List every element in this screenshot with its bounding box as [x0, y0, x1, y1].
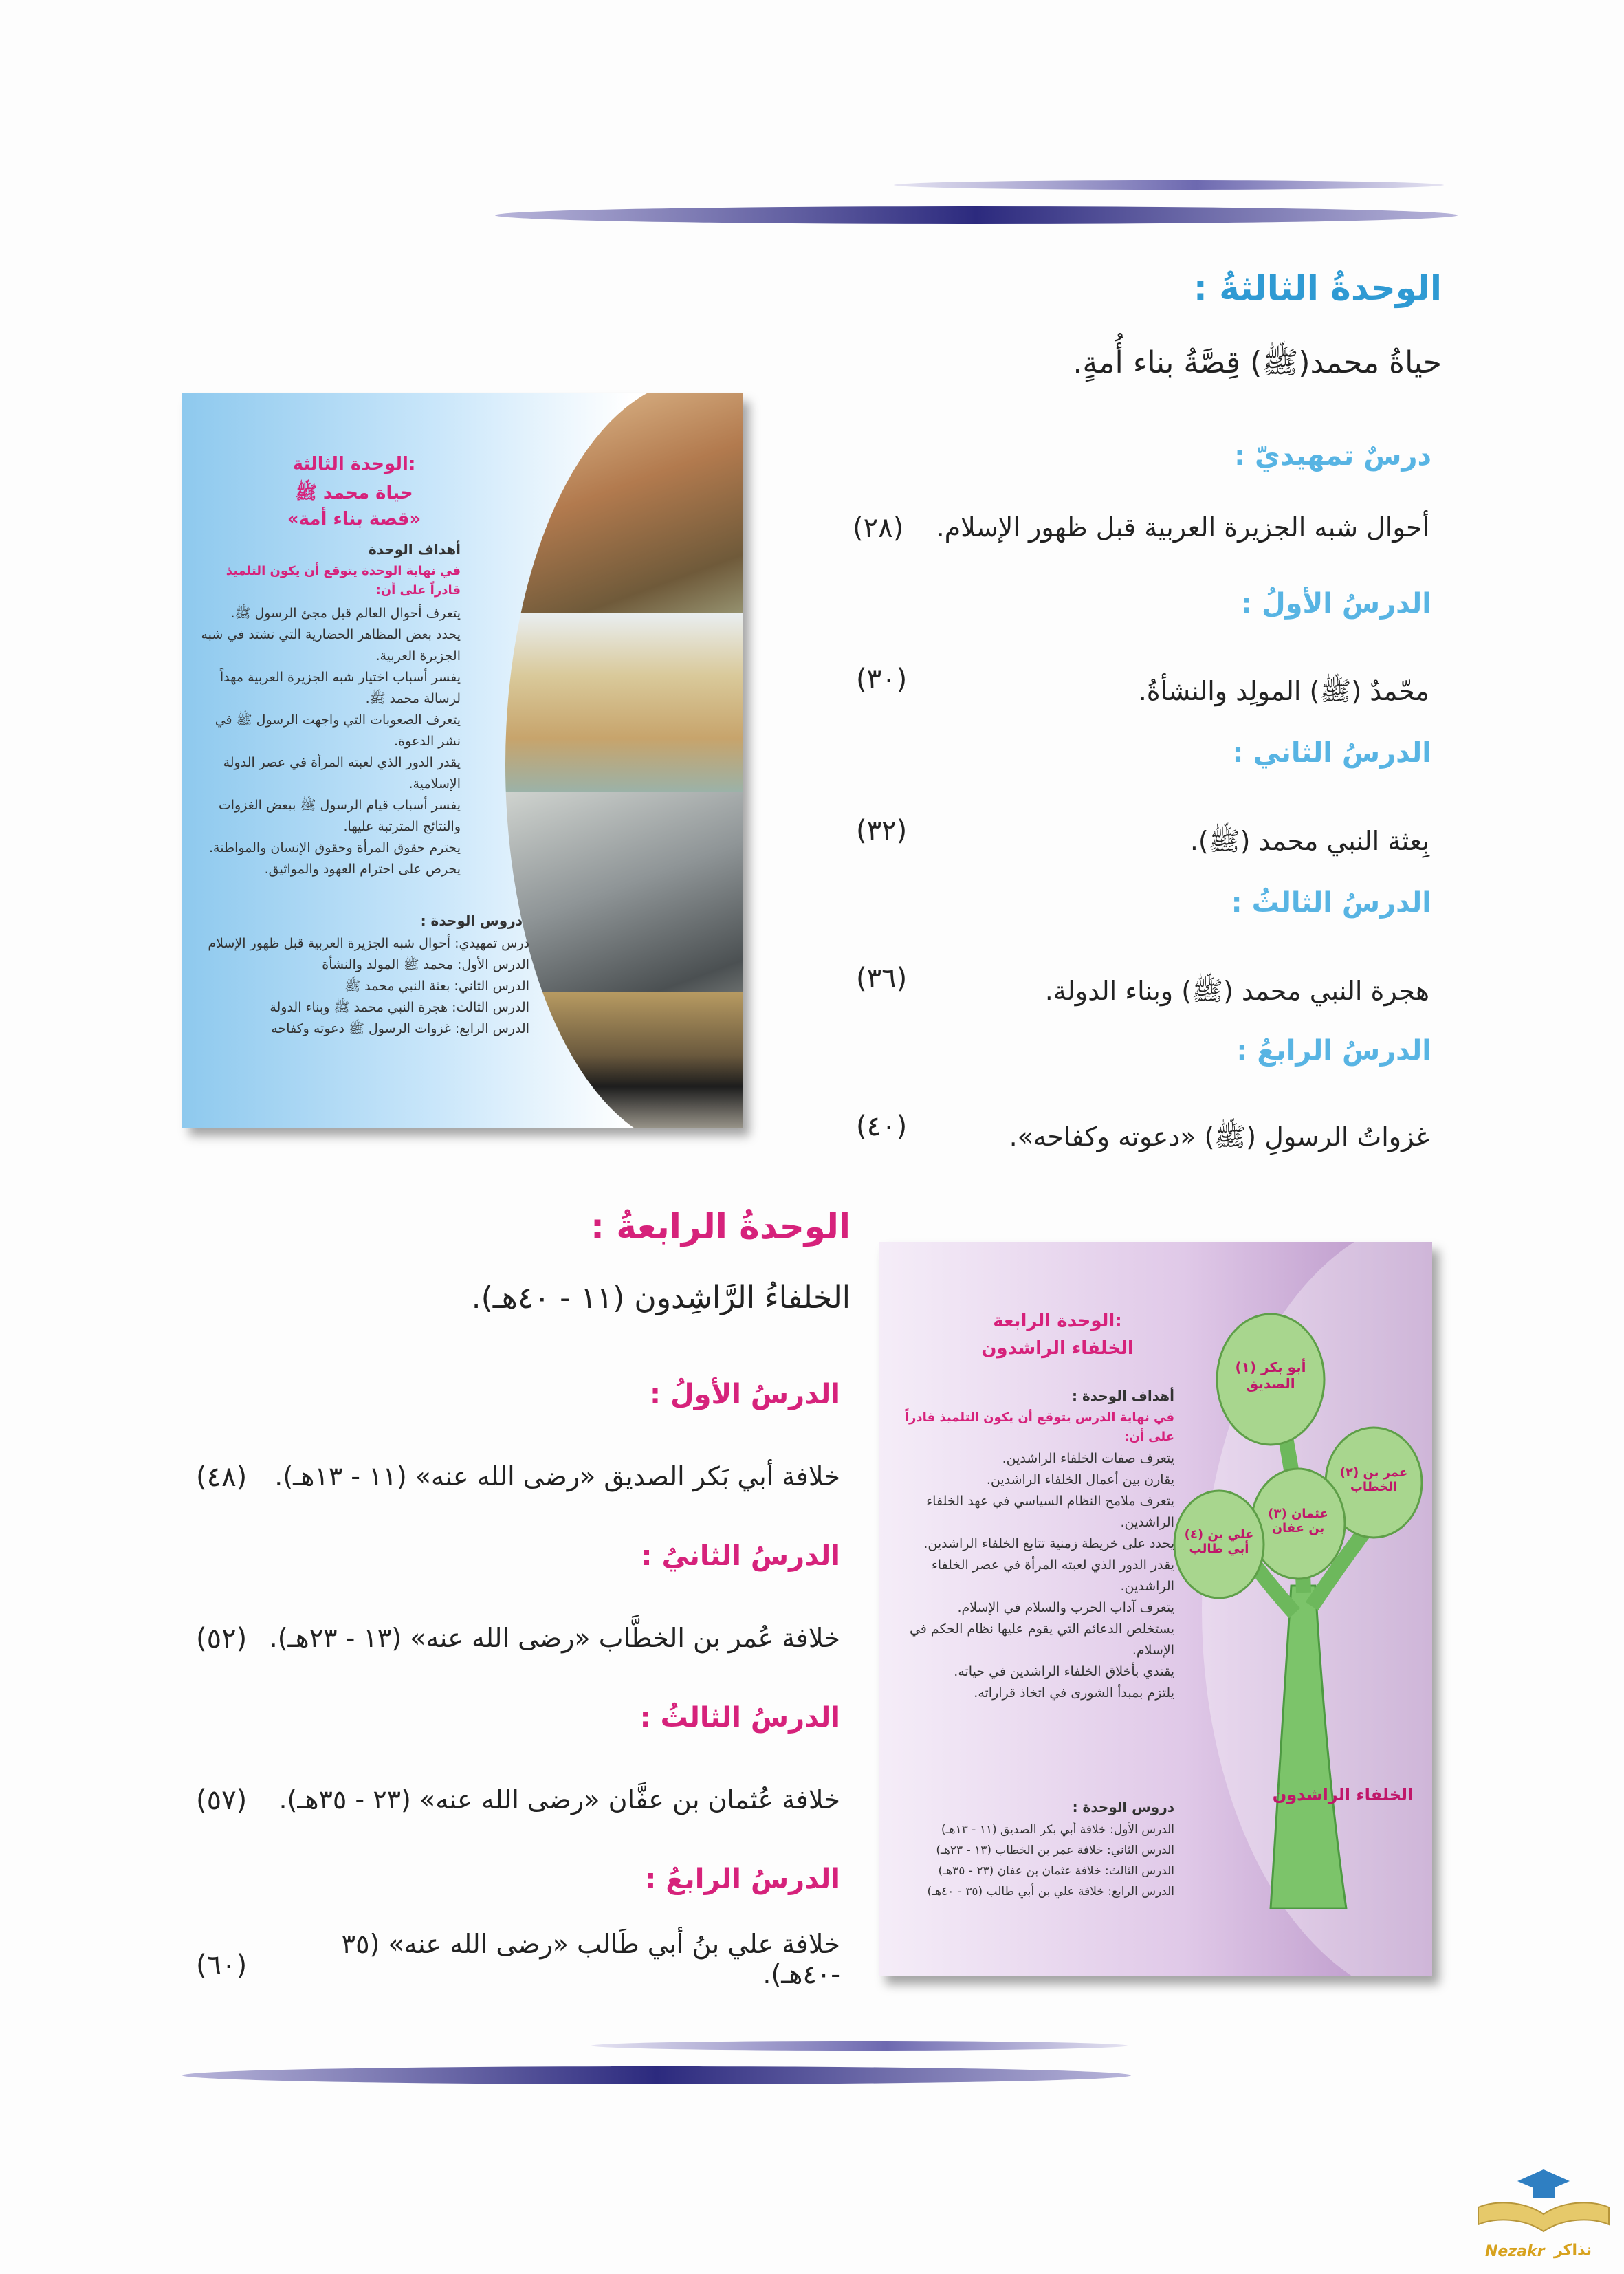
- cover2-objective: يقتدي بأخلاق الخلفاء الراشدين في حياته.: [954, 1664, 1174, 1679]
- unit4-lesson0-text: خلافة أبي بَكر الصديق «رضى الله عنه» (١١ - ١٣هـ).: [274, 1461, 840, 1491]
- cover2-title: الخلفاء الراشدون: [981, 1338, 1134, 1359]
- decorative-swoosh-top: [495, 206, 1458, 224]
- unit4-subtitle: الخلفاءُ الرَّاشِدون (١١ - ٤٠هـ).: [471, 1280, 851, 1315]
- cover2-lesson: الدرس الثالث: خلافة عثمان بن عفان (٢٣ - ٣٥هـ): [938, 1864, 1174, 1878]
- cover1-lessons-heading: دروس الوحدة :: [420, 912, 523, 929]
- cover1-objective: يفسر أسباب اختيار شبه الجزيرة العربية مهداً لرسالة محمد ﷺ.: [219, 670, 461, 706]
- cover1-objective: يحدد بعض المظاهر الحضارية التي تشتد في شبه الجزيرة العربية.: [201, 627, 461, 664]
- unit3-lesson2-heading: الدرسُ الثاني :: [1232, 737, 1431, 769]
- unit3-cover-image: [182, 393, 743, 1128]
- unit3-lesson0-page: (٢٨): [853, 512, 904, 544]
- unit4-lesson1-page: (٥٢): [196, 1623, 248, 1654]
- cover2-trunk-label: الخلفاء الراشدون: [1272, 1785, 1414, 1804]
- unit3-lesson2-page: (٣٢): [856, 815, 908, 846]
- unit3-lesson1-heading: الدرسُ الأولُ :: [1241, 588, 1431, 620]
- cover2-lessons-list: [879, 1819, 1174, 1902]
- unit3-lesson0-heading: درسٌ تمهيديّ :: [1234, 440, 1431, 472]
- cover2-unit-label: الوحدة الرابعة:: [993, 1311, 1122, 1331]
- decorative-swoosh-top-thin: [894, 180, 1444, 190]
- cover1-lesson: الدرس الثالث: هجرة النبي محمد ﷺ وبناء الدولة: [270, 1000, 529, 1015]
- cover1-battle-scene: [505, 393, 743, 613]
- unit3-subtitle: حياةُ محمد(ﷺ) قِصَّةُ بناء أُمةٍ.: [1073, 345, 1442, 380]
- cover2-objective: يحدد على خريطة زمنية تتابع الخلفاء الراشدين.: [923, 1536, 1174, 1551]
- unit4-lesson1-heading: الدرسُ الثانيُ :: [641, 1540, 840, 1572]
- unit4-cover-image: [879, 1242, 1432, 1976]
- cover2-objectives-heading: أهداف الوحدة :: [1072, 1388, 1174, 1404]
- cover1-title: حياة محمد ﷺ: [295, 483, 413, 503]
- cover1-objective: يتعرف الصعوبات التي واجهت الرسول ﷺ في نشر الدعوة.: [215, 712, 461, 749]
- unit4-lesson2-heading: الدرسُ الثالثُ :: [639, 1702, 840, 1734]
- unit4-lesson2-page: (٥٧): [196, 1784, 248, 1816]
- unit3-lesson4-page: (٤٠): [856, 1111, 908, 1142]
- cover2-lesson: الدرس الثاني: خلافة عمر بن الخطاب (١٣ - ٢٣هـ): [936, 1844, 1174, 1857]
- cover1-lesson: الدرس الأول: محمد ﷺ المولد والنشأة: [322, 957, 529, 972]
- cover2-objective: يتعرف آداب الحرب والسلام في الإسلام.: [957, 1600, 1174, 1615]
- cover1-objectives-list: [199, 603, 461, 880]
- cover2-objective: يتعرف ملامح النظام السياسي في عهد الخلفاء الراشدين.: [926, 1494, 1174, 1530]
- unit4-lesson3-text: خلافة علي بنُ أبي طَالب «رضى الله عنه» (٣٥ -٤٠هـ).: [341, 1929, 840, 1989]
- cover1-unit-label: الوحدة الثالثة:: [292, 454, 416, 474]
- cover1-objective: يحترم حقوق المرأة وحقوق الإنسان والمواطنة.: [208, 840, 461, 855]
- unit3-lesson1-text: محّمدٌ (ﷺ) المولِد والنشأةُ.: [1138, 676, 1429, 706]
- cover1-objective: يتعرف أحوال العالم قبل مجئ الرسول ﷺ.: [230, 606, 461, 621]
- decorative-swoosh-bottom-thin: [591, 2041, 1128, 2051]
- cover2-leaf-ali-label: (٤) علي بن أبي طالب: [1184, 1527, 1254, 1556]
- cover2-objective: يقارن بين أعمال الخلفاء الراشدين.: [986, 1472, 1174, 1487]
- cover1-lesson: الدرس الرابع: غزوات الرسول ﷺ دعوته وكفاحه: [271, 1021, 529, 1036]
- cover1-lesson: الدرس الثاني: بعثة النبي محمد ﷺ: [344, 979, 529, 994]
- cover1-tagline: «قصة بناء أمة»: [287, 509, 421, 529]
- open-book-icon: [1475, 2197, 1612, 2238]
- cover1-objective: يقدر الدور الذي لعبته المرأة في عصر الدولة الإسلامية.: [223, 755, 461, 791]
- cover1-objectives-heading: أهداف الوحدة: [368, 541, 461, 558]
- watermark-text: Nezakr: [1485, 2243, 1545, 2260]
- cover1-desert-scene: [505, 613, 743, 792]
- cover2-lesson: الدرس الأول: خلافة أبي بكر الصديق (١١ - ١٣هـ): [941, 1823, 1174, 1837]
- cover2-objectives-intro: في نهاية الدرس يتوقع أن يكون التلميذ قادراً على أن:: [904, 1410, 1174, 1444]
- unit3-lesson1-page: (٣٠): [856, 664, 908, 695]
- cover1-cave-scene: [505, 792, 743, 992]
- unit3-lesson2-text: بِعثة النبي محمد (ﷺ).: [1189, 826, 1429, 856]
- decorative-swoosh-bottom: [182, 2066, 1131, 2084]
- cover2-objective: يلتزم بمبدأ الشورى في اتخاذ قراراته.: [974, 1685, 1174, 1701]
- unit4-lesson0-page: (٤٨): [196, 1461, 248, 1493]
- cover1-objectives-intro: في نهاية الوحدة يتوقع أن يكون التلميذ قادراً على أن:: [226, 564, 461, 598]
- unit4-lesson3-heading: الدرسُ الرابعُ :: [645, 1863, 840, 1895]
- cover2-leaf-umar-label: (٢) عمر بن الخطاب: [1339, 1465, 1408, 1494]
- cover1-lesson: درس تمهيدي: أحوال شبه الجزيرة العربية قبل ظهور الإسلام: [208, 936, 529, 951]
- cover2-lesson: الدرس الرابع: خلافة علي بن أبي طالب (٣٥ - ٤٠هـ): [927, 1885, 1174, 1899]
- tree-trunk: [1271, 1586, 1346, 1909]
- cover2-lessons-heading: دروس الوحدة :: [1072, 1799, 1174, 1815]
- unit3-title: الوحدةُ الثالثةُ :: [1193, 268, 1442, 308]
- cover1-collage: [505, 393, 743, 1128]
- unit4-lesson0-heading: الدرسُ الأولُ :: [650, 1379, 840, 1410]
- unit3-lesson3-heading: الدرسُ الثالثُ :: [1231, 887, 1431, 919]
- watermark-arabic: نذاكر: [1554, 2242, 1592, 2259]
- cover2-leaf-uthman-label: (٣) عثمان بن عفان: [1268, 1507, 1328, 1535]
- cover1-objective: يفسر أسباب قيام الرسول ﷺ ببعض الغزوات والنتائج المترتبة عليها.: [218, 798, 461, 834]
- cover2-objective: يستخلص الدعائم التي يقوم عليها نظام الحكم في الإسلام.: [909, 1621, 1174, 1658]
- cover2-objective: يتعرف صفات الخلفاء الراشدين.: [1002, 1451, 1174, 1466]
- cover1-lessons-list: [199, 933, 529, 1040]
- cover1-objective: يحرص على احترام العهود والمواثيق.: [264, 862, 461, 877]
- cover2-objective: يقدر الدور الذي لعبته المرأة في عصر الخلفاء الراشدين.: [931, 1557, 1174, 1594]
- unit4-lesson1-text: خلافة عُمر بن الخطَّاب «رضى الله عنه» (١٣ - ٢٣هـ).: [269, 1623, 840, 1653]
- cover1-kaaba-scene: [505, 992, 743, 1128]
- unit4-lesson3-page: (٦٠): [196, 1949, 248, 1981]
- cover2-objectives-list: [899, 1448, 1174, 1704]
- unit3-lesson3-page: (٣٦): [856, 963, 908, 994]
- unit3-lesson4-text: غزواتُ الرسولِ (ﷺ) «دعوته وكفاحه».: [1009, 1122, 1429, 1152]
- unit3-lesson3-text: هجرة النبي محمد (ﷺ) وبناء الدولة.: [1044, 976, 1429, 1006]
- cover2-leaf-abu-bakr-label: (١) أبو بكر الصديق: [1235, 1359, 1306, 1392]
- unit3-lesson4-heading: الدرسُ الرابعُ :: [1236, 1035, 1431, 1067]
- unit4-title: الوحدةُ الرابعةُ :: [591, 1207, 851, 1247]
- unit3-lesson0-text: أحوال شبه الجزيرة العربية قبل ظهور الإسلام.: [936, 512, 1429, 543]
- nezakr-logo: [1471, 2166, 1616, 2269]
- unit4-lesson2-text: خلافة عُثمان بن عفَّان «رضى الله عنه» (٢٣ - ٣٥هـ).: [278, 1784, 840, 1815]
